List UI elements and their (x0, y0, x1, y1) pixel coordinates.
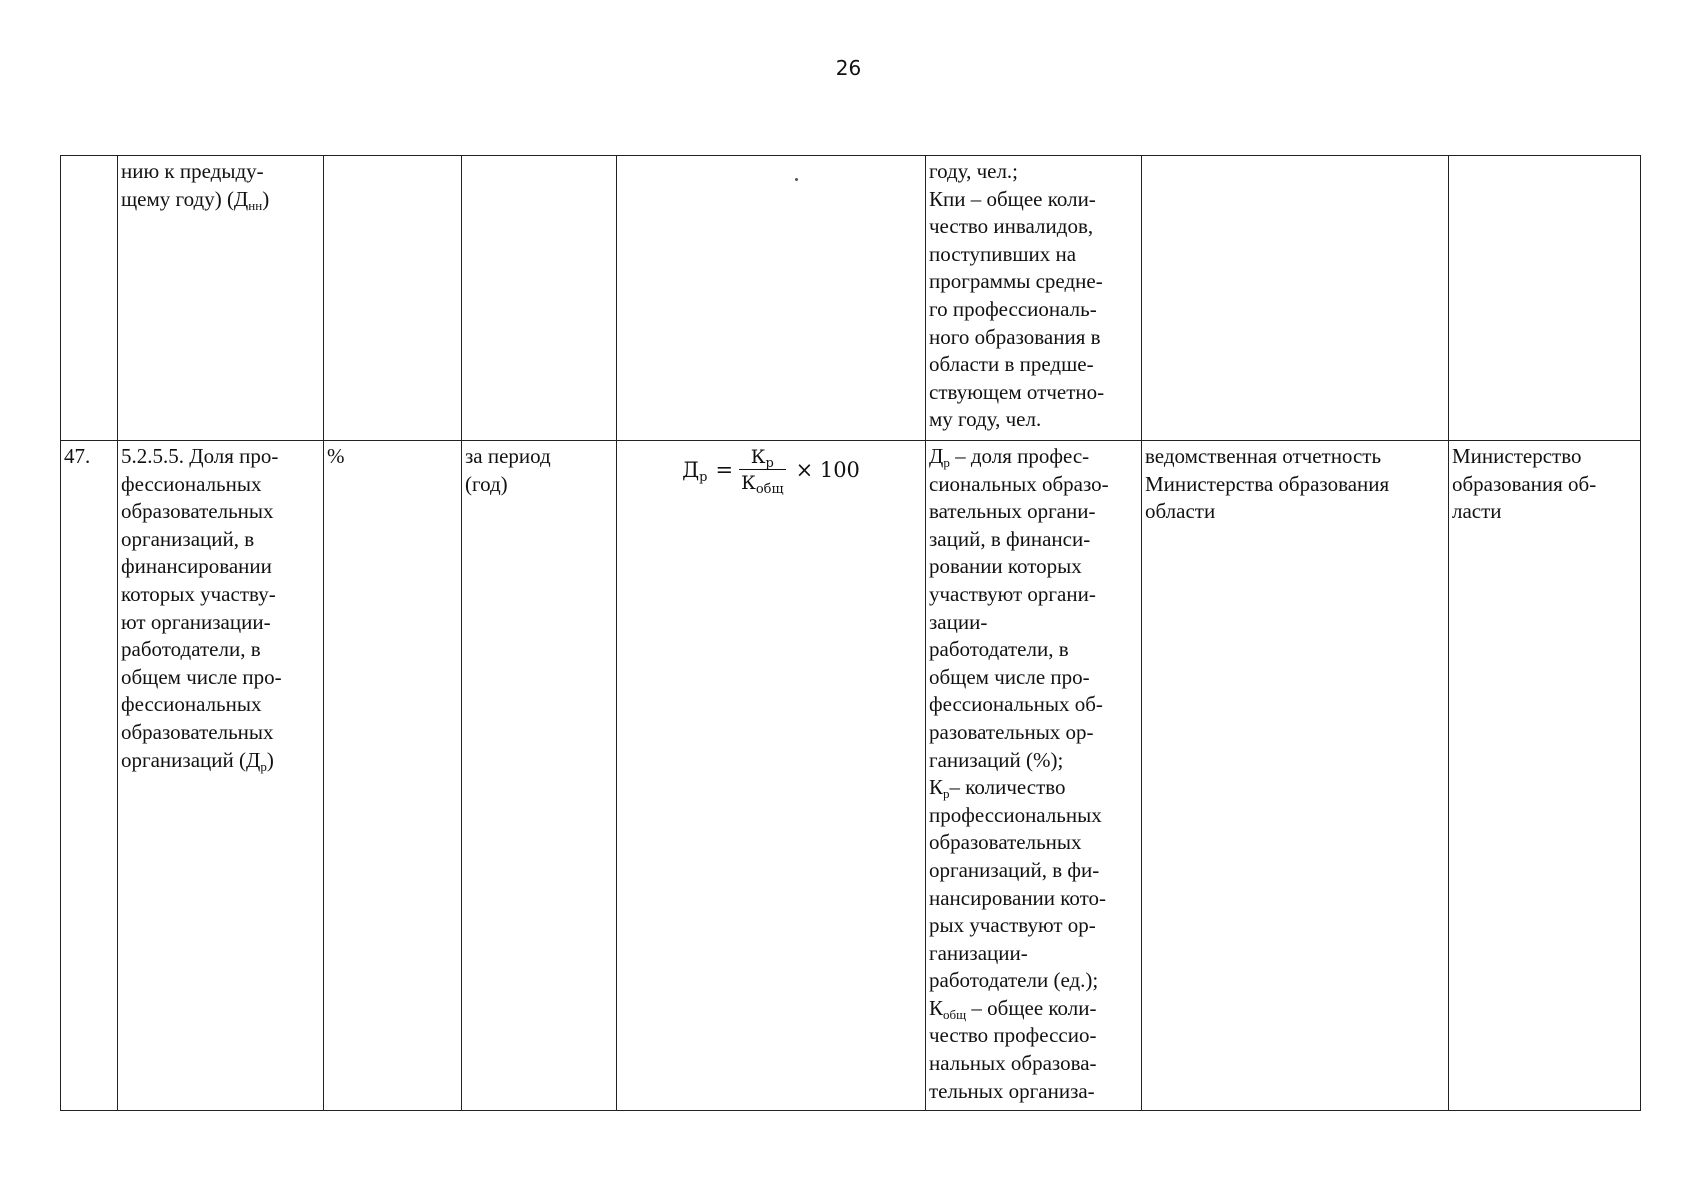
indicator-table (60, 155, 1641, 1111)
period-cell (462, 156, 617, 441)
formula-numerator: $К_р$ (750, 446, 774, 471)
legend-line: му году, чел. (929, 407, 1042, 432)
source-cell: ведомственная отчетность Министерства образования области (1142, 441, 1449, 1111)
responsible-cell (1449, 156, 1641, 441)
unit-cell (324, 156, 462, 441)
legend-line: ного образования в (929, 324, 1101, 349)
legend-line: ствующем отчетно- (929, 379, 1105, 404)
formula-cell (617, 441, 926, 1111)
source-cell (1142, 156, 1449, 441)
formula-multiplier: × 100 (795, 457, 860, 482)
indicator-name-cell (118, 441, 324, 1111)
formula-lhs: $Д_р$ (682, 457, 708, 485)
indicator-name: нию к предыду- щему году) (Д (121, 159, 264, 211)
legend-line: го профессиональ- (929, 296, 1097, 321)
unit-cell: % (324, 441, 462, 1111)
legend-cell (926, 441, 1142, 1111)
legend-paragraph: $Д_р$ – доля профес- сиональных образо- вательных органи- заций, в финанси- ровании которых участвуют органи- зации- работодатели, в общем числе про- фессиональных об- разовательных ор- ганизаций (%); (929, 444, 1109, 772)
formula-denominator: $К_{общ}$ (741, 472, 784, 497)
legend-line: программы средне- (929, 269, 1103, 294)
legend-line: году, чел.; (929, 159, 1019, 183)
table-row (61, 441, 1641, 1111)
formula-cell (617, 156, 926, 441)
row-number-cell: 47. (61, 441, 118, 1111)
legend-cell (926, 156, 1142, 441)
responsible-cell: Министерство образования об- ласти (1449, 441, 1641, 1111)
page-number: 26 (835, 56, 862, 80)
formula-fraction (739, 445, 785, 496)
row-number-cell (61, 156, 118, 441)
legend-line: Кпи – общее коли- (929, 186, 1096, 211)
legend-paragraph: $К_р-$ количество профессиональных образовательных организаций, в фи- нансировании кото- рых участвуют ор- ганизации- работодатели (ед.); (929, 775, 1107, 993)
indicator-name-tail: ) (266, 747, 274, 772)
formula (620, 443, 922, 496)
indicator-name-cell (118, 156, 324, 441)
period-cell: за период (год) (462, 441, 617, 1111)
indicator-name-subscript: р (260, 758, 267, 774)
indicator-name-tail: ) (262, 186, 270, 211)
legend-line: поступивших на (929, 241, 1077, 266)
formula-equals: = (715, 457, 734, 482)
legend-paragraph: $К_{общ}$ – общее коли- чество профессио- нальных образова- тельных организа- (929, 995, 1097, 1103)
legend-line: чество инвалидов, (929, 214, 1094, 239)
legend-line: области в предше- (929, 352, 1094, 377)
scan-speck (795, 178, 798, 181)
table-row (61, 156, 1641, 441)
indicator-name: 5.2.5.5. Доля про- фессиональных образовательных организаций, в финансировании которых участву- ют организации- работодатели, в общем числе про- фессиональных образовательных организаций (Д (121, 444, 282, 772)
indicator-name-subscript: нн (248, 197, 263, 213)
